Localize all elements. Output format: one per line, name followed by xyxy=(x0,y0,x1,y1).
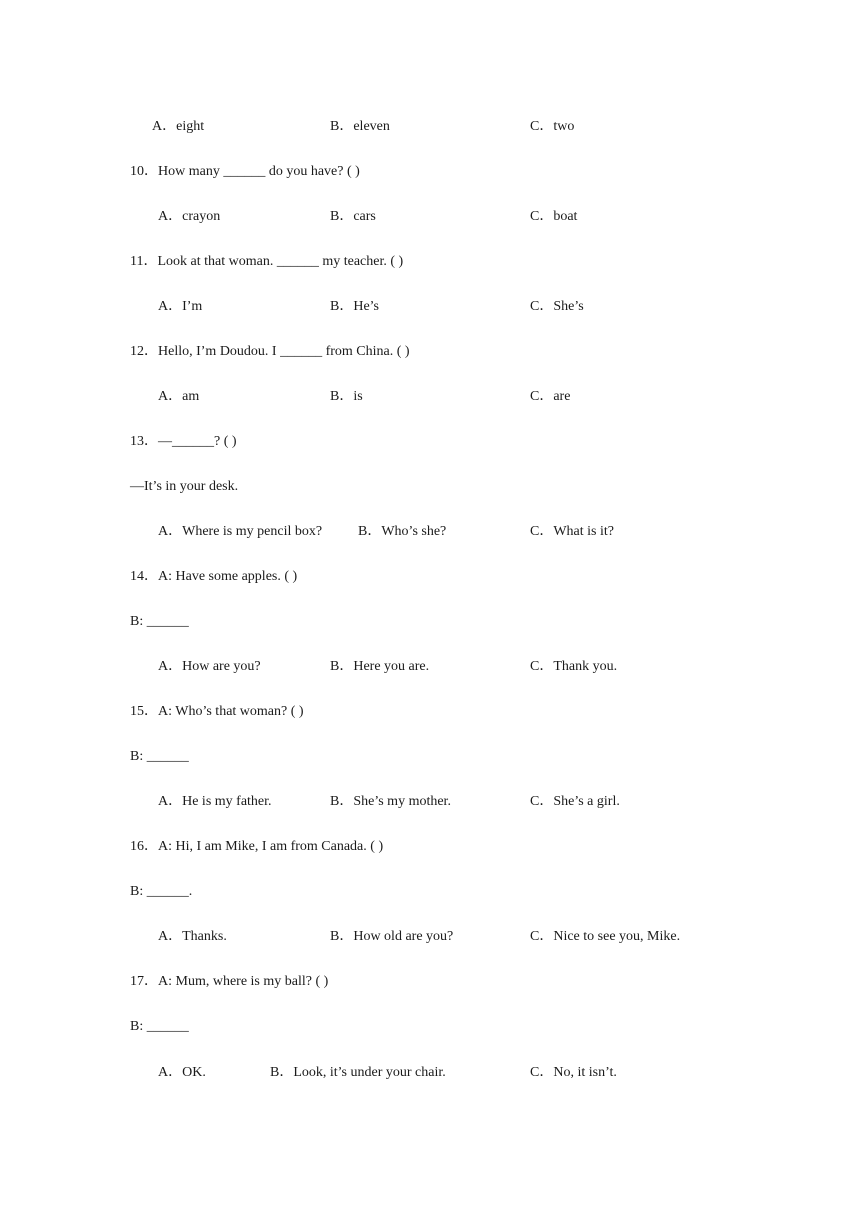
option-a: A．crayon xyxy=(158,209,221,224)
option-b: B．eleven xyxy=(330,119,390,134)
question-stem: 14．A: Have some apples. ( ) xyxy=(130,569,298,584)
dialogue-reply: B: ______. xyxy=(130,884,193,899)
option-b: B．is xyxy=(330,389,363,404)
option-b: B．cars xyxy=(330,209,376,224)
option-a: A．I’m xyxy=(158,299,203,314)
option-c: C．two xyxy=(530,119,575,134)
option-c: C．boat xyxy=(530,209,578,224)
option-a: A．How are you? xyxy=(158,659,261,674)
option-b: B．Look, it’s under your chair. xyxy=(270,1065,446,1080)
option-c: C．Thank you. xyxy=(530,659,618,674)
option-b: B．Who’s she? xyxy=(358,524,447,539)
option-c: C．What is it? xyxy=(530,524,614,539)
option-c: C．She’s xyxy=(530,299,584,314)
question-stem: 10．How many ______ do you have? ( ) xyxy=(130,164,360,179)
question-stem: 17．A: Mum, where is my ball? ( ) xyxy=(130,974,329,989)
option-c: C．Nice to see you, Mike. xyxy=(530,929,681,944)
option-b: B．He’s xyxy=(330,299,379,314)
option-c: C．No, it isn’t. xyxy=(530,1065,617,1080)
option-a: A．am xyxy=(158,389,200,404)
question-stem: 15．A: Who’s that woman? ( ) xyxy=(130,704,304,719)
question-stem: 12．Hello, I’m Doudou. I ______ from China. ( ) xyxy=(130,344,410,359)
question-stem: 16．A: Hi, I am Mike, I am from Canada. ( ) xyxy=(130,839,384,854)
question-stem: 13．—______? ( ) xyxy=(130,434,237,449)
option-a: A．Thanks. xyxy=(158,929,227,944)
question-stem: 11．Look at that woman. ______ my teacher. ( ) xyxy=(130,254,404,269)
option-c: C．are xyxy=(530,389,571,404)
option-a: A．Where is my pencil box? xyxy=(158,524,323,539)
option-a: A．OK. xyxy=(158,1065,206,1080)
option-b: B．How old are you? xyxy=(330,929,454,944)
option-c: C．She’s a girl. xyxy=(530,794,620,809)
option-a: A．He is my father. xyxy=(158,794,272,809)
dialogue-reply: B: ______ xyxy=(130,749,189,764)
option-b: B．Here you are. xyxy=(330,659,430,674)
dialogue-reply: —It’s in your desk. xyxy=(130,479,239,494)
dialogue-reply: B: ______ xyxy=(130,1019,189,1034)
dialogue-reply: B: ______ xyxy=(130,614,189,629)
option-b: B．She’s my mother. xyxy=(330,794,451,809)
option-a: A．eight xyxy=(152,119,205,134)
